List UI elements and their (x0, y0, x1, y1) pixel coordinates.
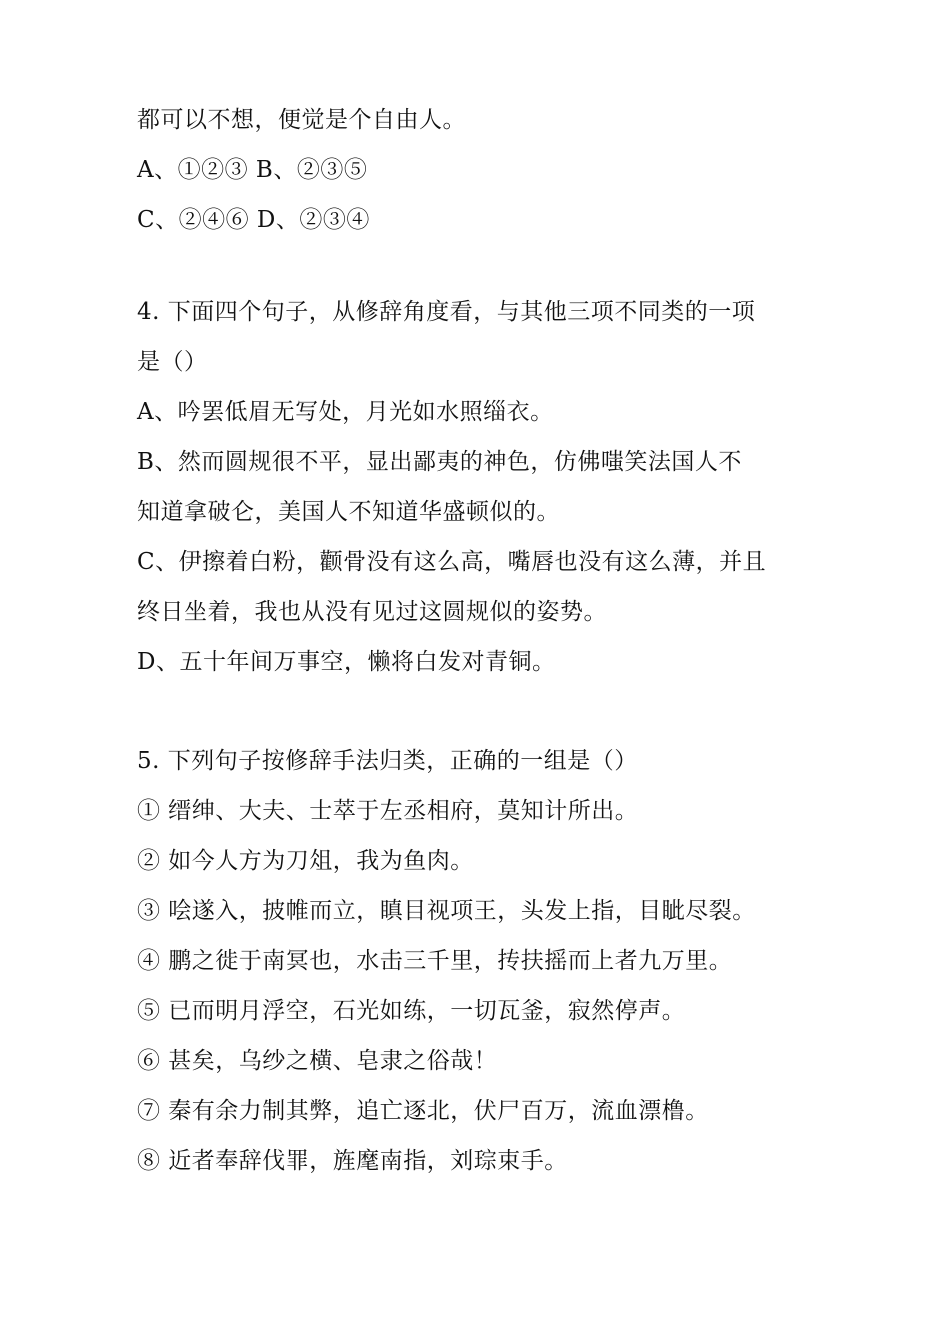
q5-item: ⑧ 近者奉辞伐罪，旌麾南指，刘琮束手。 (137, 1148, 568, 1174)
q3-options-ab: A、①②③ B、②③⑤ (137, 157, 368, 183)
q4-option-d: D、五十年间万事空，懒将白发对青铜。 (137, 649, 556, 675)
q4-stem-line-1: 4. 下面四个句子，从修辞角度看，与其他三项不同类的一项 (137, 299, 756, 325)
q3-options-cd: C、②④⑥ D、②③④ (137, 207, 370, 233)
q4-option-a: A、吟罢低眉无写处，月光如水照缁衣。 (137, 399, 554, 425)
q3-continuation-line: 都可以不想，便觉是个自由人。 (137, 107, 466, 133)
q4-stem-line-2: 是（） (137, 349, 208, 375)
q4-option-c-line-1: C、伊擦着白粉，颧骨没有这么高，嘴唇也没有这么薄，并且 (137, 549, 767, 575)
q4-option-b-line-1: B、然而圆规很不平，显出鄙夷的神色，仿佛嗤笑法国人不 (137, 449, 742, 475)
q5-item: ② 如今人方为刀俎，我为鱼肉。 (137, 848, 474, 874)
q5-item: ⑤ 已而明月浮空，石光如练，一切瓦釜，寂然停声。 (137, 998, 686, 1024)
q5-item: ④ 鹏之徙于南冥也，水击三千里，抟扶摇而上者九万里。 (137, 948, 733, 974)
q5-item: ① 缙绅、大夫、士萃于左丞相府，莫知计所出。 (137, 798, 639, 824)
q5-item: ⑥ 甚矣，乌纱之横、皂隶之俗哉！ (137, 1048, 498, 1074)
q5-item: ⑦ 秦有余力制其弊，追亡逐北，伏尸百万，流血漂橹。 (137, 1098, 709, 1124)
q5-item: ③ 哙遂入，披帷而立，瞋目视项王，头发上指，目眦尽裂。 (137, 898, 756, 924)
q4-option-c-line-2: 终日坐着，我也从没有见过这圆规似的姿势。 (137, 599, 607, 625)
q5-stem: 5. 下列句子按修辞手法归类，正确的一组是（） (137, 748, 638, 774)
q4-option-b-line-2: 知道拿破仑，美国人不知道华盛顿似的。 (137, 499, 560, 525)
